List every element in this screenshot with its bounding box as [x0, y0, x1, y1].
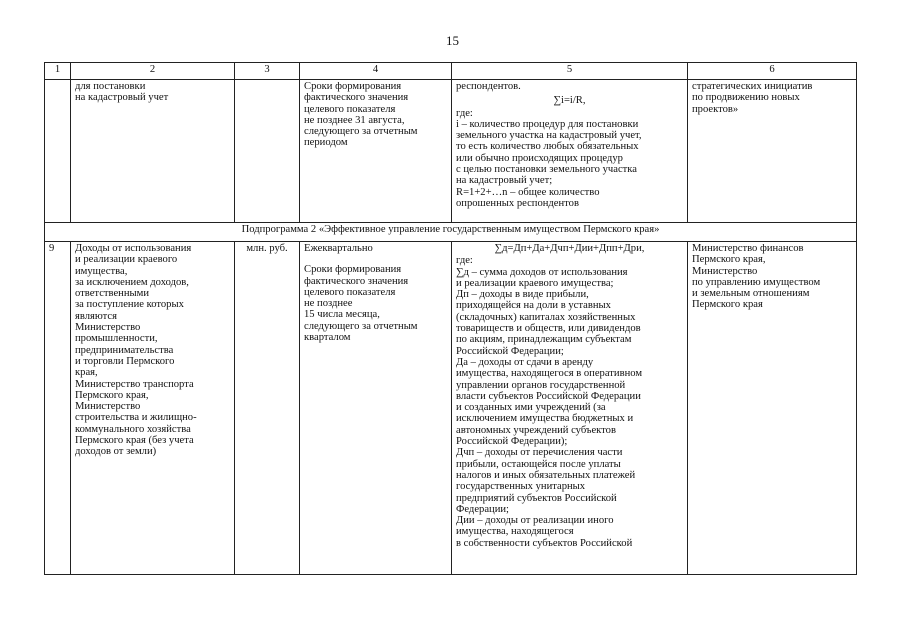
formula-text: ∑i=i/R, [553, 95, 586, 107]
unit-cell [235, 80, 300, 223]
subprogram-title: Подпрограмма 2 «Эффективное управление государственным имуществом Пермского края» [45, 223, 857, 242]
periodicity-cell [300, 242, 452, 575]
method-text: где: ∑д – сумма доходов от использования и реализации краевого имущества; Дп – доходы в виде прибыли, приходящейся на доли в уставных (складочных) капиталах хозяйственных товариществ и обществ, или дивидендов по акциям, принадлежащим субъектам Российской Федерации; Да – доходы от сдачи в аренду имущества, находящегося в оперативном управлении органов государственной власти субъектов Российской Федерации и созданных ими учреждений (за исключением имущества бюджетных и автономных учреждений субъектов Российской Федерации); Дчп – доходы от перечисления части прибыли, остающейся после уплаты налогов и иных обязательных платежей государственных унитарных предприятий субъектов Российской Федерации; Дии – доходы от реализации иного имущества, находящегося в собственности субъектов Российской [456, 255, 643, 549]
periodicity-frequency: Ежеквартально [304, 243, 373, 254]
page-number: 15 [446, 33, 459, 48]
subprogram-row [45, 223, 857, 242]
indicator-name-cell [71, 80, 235, 223]
table-row [45, 242, 857, 575]
method-cell [452, 80, 688, 223]
column-header: 6 [688, 63, 857, 80]
method-cell [452, 242, 688, 575]
column-header: 5 [452, 63, 688, 80]
column-header: 3 [235, 63, 300, 80]
periodicity-text: Сроки формирования фактического значения целевого показателя не позднее 31 августа, следующего за отчетным периодом [304, 81, 418, 149]
indicator-name-text: Доходы от использования и реализации краевого имущества, за исключением доходов, ответственными за поступление которых являются Министерство промышленности, предпринимательства и торговли Пермского края, Министерство транспорта Пермского края, Министерство строительства и жилищно- коммунального хозяйства Пермского края (без учета доходов от земли) [75, 243, 197, 458]
periodicity-cell [300, 80, 452, 223]
row-number-cell [45, 80, 71, 223]
formula-text: ∑д=Дп+Да+Дчп+Дии+Дпп+Дри, [494, 243, 645, 254]
method-text: где: i – количество процедур для постановки земельного участка на кадастровый учет, то есть количество любых обязательных или обычно происходящих процедур с целью постановки земельного участка на кадастровый учет; R=1+2+…n – общее количество опрошенных респондентов [456, 107, 642, 209]
column-header: 2 [71, 63, 235, 80]
periodicity-text: Сроки формирования фактического значения целевого показателя не позднее 15 числа месяца, следующего за отчетным кварталом [304, 264, 418, 344]
column-header: 1 [45, 63, 71, 80]
table-row [45, 80, 857, 223]
column-header: 4 [300, 63, 452, 80]
method-lead-text: респондентов. [456, 81, 521, 92]
indicator-table [44, 62, 857, 575]
indicator-name-cell [71, 242, 235, 575]
unit-cell: млн. руб. [235, 242, 300, 575]
row-number-cell: 9 [45, 242, 71, 575]
table-header-row [45, 63, 857, 80]
responsible-text: стратегических инициатив по продвижению новых проектов» [692, 81, 813, 115]
indicator-name-text: для постановки на кадастровый учет [75, 81, 169, 104]
responsible-cell [688, 80, 857, 223]
responsible-text: Министерство финансов Пермского края, Министерство по управлению имуществом и земельным отношениям Пермского края [692, 243, 821, 311]
responsible-cell [688, 242, 857, 575]
